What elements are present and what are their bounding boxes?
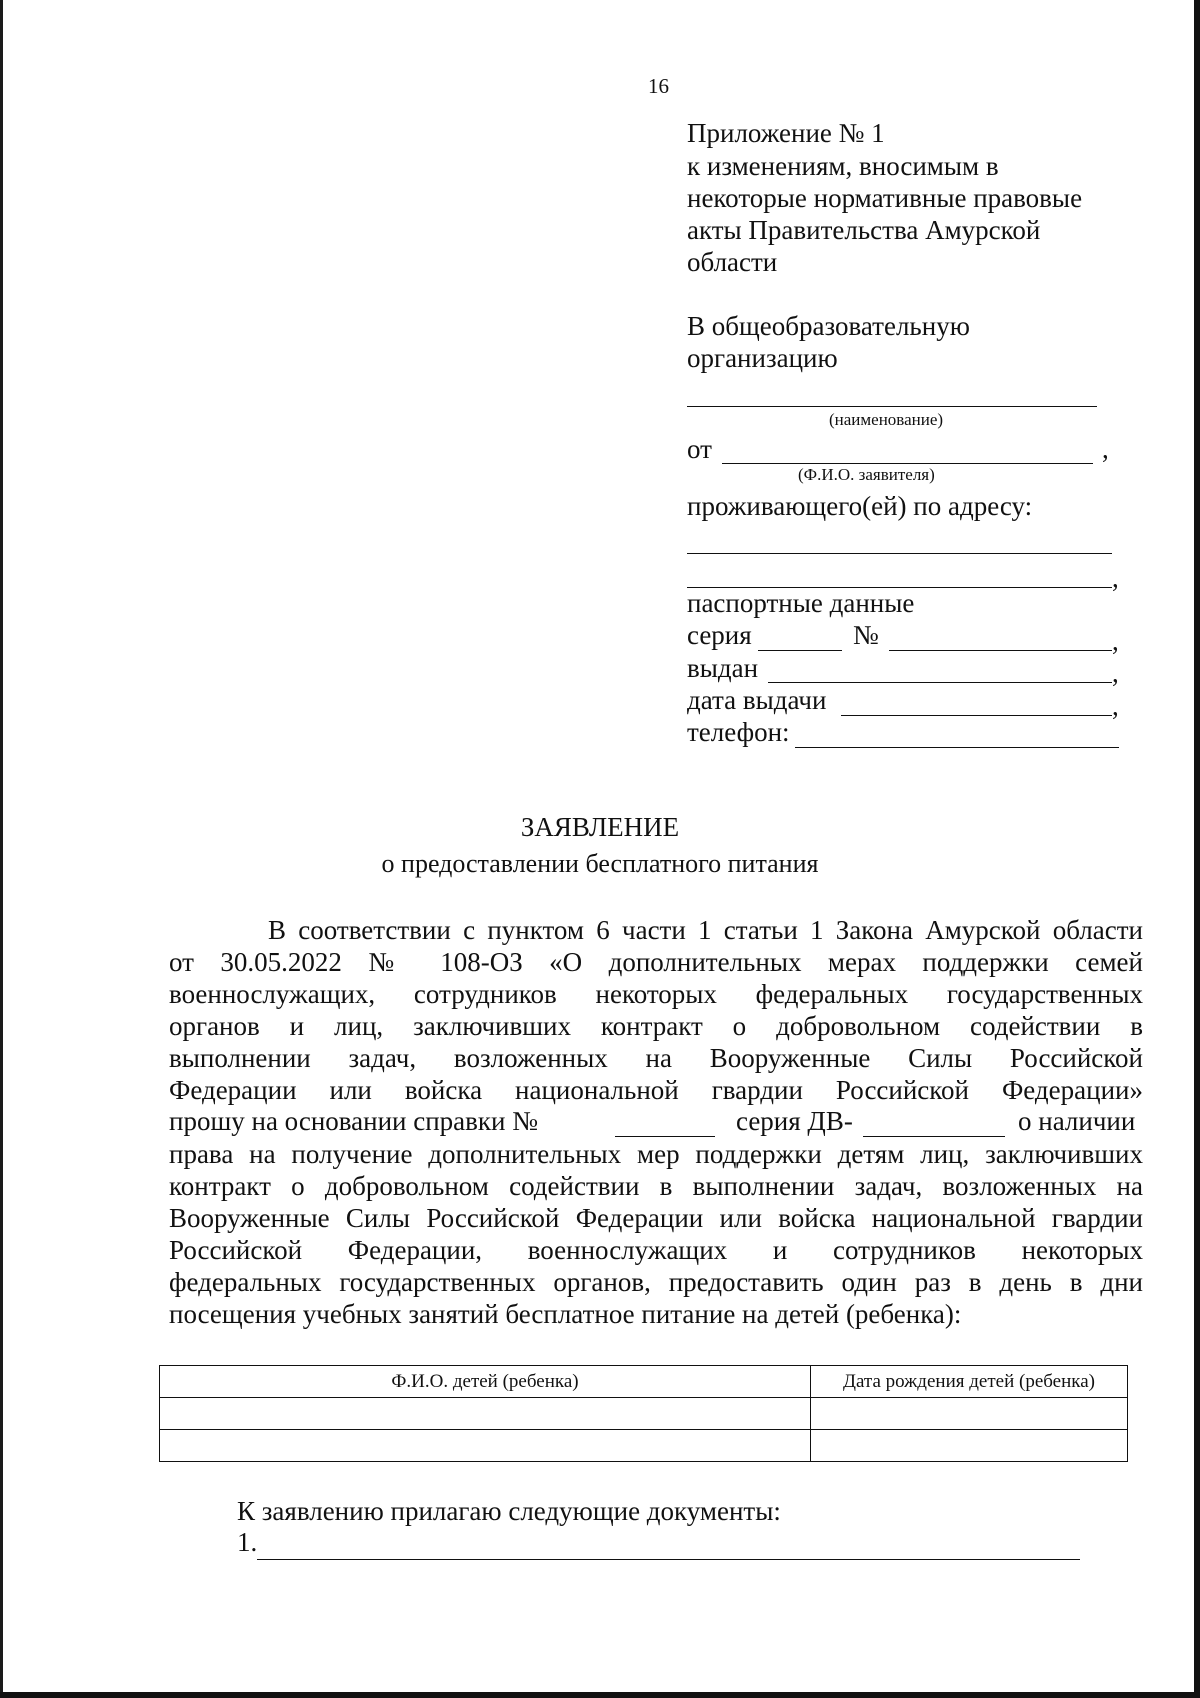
appendix-line-2: к изменениям, вносимым в [687,151,999,181]
appendix-line-3: некоторые нормативные правовые [687,183,1083,213]
document-title: ЗАЯВЛЕНИЕ [520,812,680,842]
issued-comma: , [1112,658,1119,688]
passport-label: паспортные данные [687,588,915,618]
table-row [160,1398,1128,1430]
body-line-7-part-1: прошу на основании справки № [169,1106,538,1136]
address-label: проживающего(ей) по адресу: [687,491,1033,521]
phone-line [795,747,1119,748]
table-row [160,1430,1128,1462]
certificate-series-line [863,1136,1005,1137]
issue-date-label: дата выдачи [687,685,827,715]
applicant-fio-line [722,463,1093,464]
issued-line [768,682,1112,683]
body-line-1: В соответствии с пунктом 6 части 1 статьи 1 Закона Амурской области [268,915,1143,945]
issue-date-comma: , [1112,691,1119,721]
addressee-line-1: В общеобразовательную [687,311,970,341]
body-line-12: федеральных государственных органов, предоставить один раз в день в дни [169,1267,1143,1297]
table-cell-fio[interactable] [160,1430,811,1462]
addressee-line-2: организацию [687,343,838,373]
attachment-item-1-line [257,1559,1080,1560]
body-line-7-part-2: серия ДВ- [736,1106,853,1136]
organization-name-line [687,406,1097,407]
children-table [159,1365,1128,1462]
table-cell-birthdate[interactable] [811,1398,1128,1430]
table-header-row [160,1366,1128,1398]
body-line-9: контракт о добровольном содействии в выполнении задач, возложенных на [169,1171,1143,1201]
body-line-7-part-3: о наличии [1018,1106,1136,1136]
fio-comma: , [1102,434,1109,464]
body-line-4: органов и лиц, заключивших контракт о добровольном содействии в [169,1011,1143,1041]
body-line-10: Вооруженные Силы Российской Федерации или войска национальной гвардии [169,1203,1143,1233]
column-header-fio: Ф.И.О. детей (ребенка) [160,1366,811,1398]
body-line-2: от 30.05.2022 № 108-ОЗ «О дополнительных мерах поддержки семей [169,947,1143,977]
scan-edge-bottom [0,1692,1200,1698]
body-line-6: Федерации или войска национальной гвардии Российской Федерации» [169,1075,1143,1105]
phone-label: телефон: [687,717,790,747]
from-label: от [687,434,712,464]
body-line-5: выполнении задач, возложенных на Вооруженные Силы Российской [169,1043,1143,1073]
passport-series-label: серия [687,620,752,650]
certificate-number-line [615,1136,715,1137]
address-comma: , [1112,563,1119,593]
appendix-line-1: Приложение № 1 [687,118,885,148]
table-cell-birthdate[interactable] [811,1430,1128,1462]
passport-number-line [889,650,1112,651]
passport-number-label: № [853,620,879,650]
body-line-8: права на получение дополнительных мер поддержки детям лиц, заключивших [169,1139,1143,1169]
attachment-item-1-number: 1. [237,1527,258,1557]
series-comma: , [1112,626,1119,656]
issue-date-line [841,715,1112,716]
address-line-1 [687,553,1112,554]
appendix-line-5: области [687,247,778,277]
page-number: 16 [648,74,669,98]
passport-series-line [758,650,842,651]
issued-label: выдан [687,653,759,683]
body-line-3: военнослужащих, сотрудников некоторых федеральных государственных [169,979,1143,1009]
body-line-11: Российской Федерации, военнослужащих и сотрудников некоторых [169,1235,1143,1265]
organization-name-caption: (наименование) [829,410,944,429]
applicant-fio-caption: (Ф.И.О. заявителя) [798,465,935,484]
attachments-intro: К заявлению прилагаю следующие документы: [237,1496,781,1526]
table-cell-fio[interactable] [160,1398,811,1430]
appendix-line-4: акты Правительства Амурской [687,215,1041,245]
body-line-13: посещения учебных занятий бесплатное питание на детей (ребенка): [169,1299,962,1329]
column-header-birthdate: Дата рождения детей (ребенка) [811,1366,1128,1398]
document-subtitle: о предоставлении бесплатного питания [381,849,819,878]
